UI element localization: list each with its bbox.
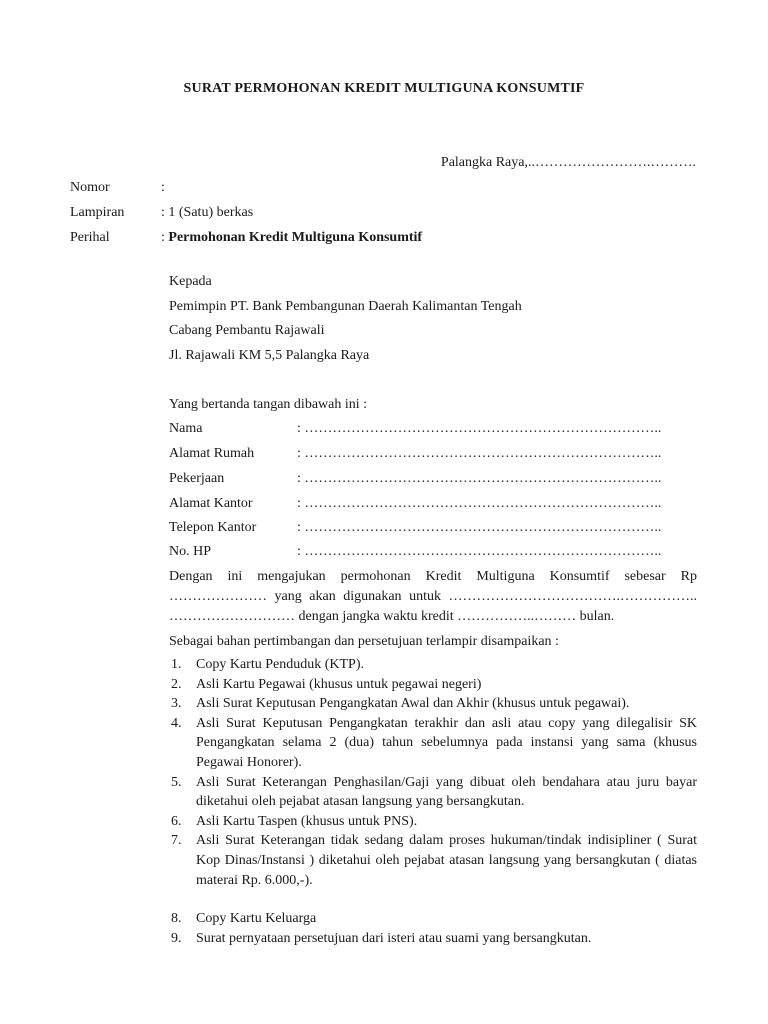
attachment-list [169, 655, 697, 948]
item-text: Surat pernyataan persetujuan dari isteri atau suami yang bersangkutan. [196, 930, 592, 946]
field-blank: : ………………………………………………………………….. [297, 446, 662, 461]
place-date-line: Palangka Raya,..…………………….………. [440, 155, 696, 170]
recipient-line: Pemimpin PT. Bank Pembangunan Daerah Kalimantan Tengah [169, 298, 522, 314]
attachment-item [169, 773, 697, 812]
meta-label: Perihal [70, 230, 110, 245]
meta-value: : 1 (Satu) berkas [161, 205, 254, 220]
item-number: 9. [171, 930, 182, 946]
item-number: 7. [171, 833, 182, 849]
item-text: Copy Kartu Penduduk (KTP). [196, 657, 364, 672]
request-paragraph: Dengan ini mengajukan permohonan Kredit Multiguna Konsumtif sebesar Rp ………………… yang akan digunakan untuk ……………………………….…………….. ……………………… dengan jangka waktu kredit ……………..……… bulan. [169, 569, 697, 624]
item-number: 6. [171, 813, 182, 829]
recipient-block [169, 272, 522, 370]
item-number: 5. [171, 774, 182, 790]
attachment-item [169, 831, 697, 890]
field-label: Pekerjaan [169, 471, 225, 486]
attachment-item [169, 929, 697, 949]
field-label: Nama [169, 421, 203, 436]
meta-colon: : [161, 230, 169, 245]
attachment-item [169, 675, 697, 695]
attachment-item [169, 655, 697, 675]
subject-text: Permohonan Kredit Multiguna Konsumtif [168, 230, 423, 245]
meta-value: : [161, 180, 165, 195]
attachment-item [169, 909, 697, 929]
recipient-line: Jl. Rajawali KM 5,5 Palangka Raya [169, 347, 370, 363]
item-number: 3. [171, 696, 182, 712]
field-label: No. HP [169, 544, 212, 559]
meta-value-subject [161, 228, 422, 248]
field-label: Alamat Kantor [169, 496, 253, 511]
recipient-line: Cabang Pembantu Rajawali [169, 323, 325, 338]
item-text: Asli Kartu Pegawai (khusus untuk pegawai negeri) [196, 676, 482, 692]
item-number: 4. [171, 715, 182, 731]
letter-title: SURAT PERMOHONAN KREDIT MULTIGUNA KONSUMTIF [183, 81, 585, 96]
item-text: Asli Surat Keterangan Penghasilan/Gaji yang dibuat oleh bendahara atau juru bayar diketahui oleh pejabat atasan langsung yang bersangkutan. [196, 774, 697, 810]
item-text: Asli Surat Keputusan Pengangkatan terakhir dan asli atau copy yang dilegalisir SK Pengangkatan selama 2 (dua) tahun sebelumnya pada instansi yang sama (khusus Pegawai Honorer). [196, 715, 697, 770]
attachment-item [169, 694, 697, 714]
field-label: Telepon Kantor [169, 520, 257, 535]
field-blank: : ………………………………………………………………….. [297, 471, 662, 486]
field-blank: : ………………………………………………………………….. [297, 496, 662, 511]
attachment-item [169, 812, 697, 832]
item-number: 1. [171, 657, 182, 672]
recipient-line: Kepada [169, 274, 212, 289]
item-text: Copy Kartu Keluarga [196, 911, 317, 927]
item-number: 2. [171, 676, 182, 692]
meta-label: Nomor [70, 180, 110, 195]
item-text: Asli Kartu Taspen (khusus untuk PNS). [196, 813, 418, 829]
item-text: Asli Surat Keterangan tidak sedang dalam proses hukuman/tindak indisipliner ( Surat Kop Dinas/Instansi ) diketahui oleh pejabat atasan langsung yang bersangkutan ( diatas materai Rp. 6.000,-). [196, 833, 697, 888]
field-blank: : ………………………………………………………………….. [297, 421, 662, 436]
field-blank: : ………………………………………………………………….. [297, 520, 662, 535]
attachment-item [169, 714, 697, 773]
field-blank: : ………………………………………………………………….. [297, 544, 662, 559]
intro-text: Yang bertanda tangan dibawah ini : [169, 397, 368, 412]
field-label: Alamat Rumah [169, 446, 255, 461]
attachment-intro: Sebagai bahan pertimbangan dan persetujuan terlampir disampaikan : [169, 634, 559, 649]
list-spacer [169, 890, 697, 909]
item-number: 8. [171, 911, 182, 927]
item-text: Asli Surat Keputusan Pengangkatan Awal dan Akhir (khusus untuk pegawai). [196, 696, 630, 712]
meta-label: Lampiran [70, 205, 125, 220]
